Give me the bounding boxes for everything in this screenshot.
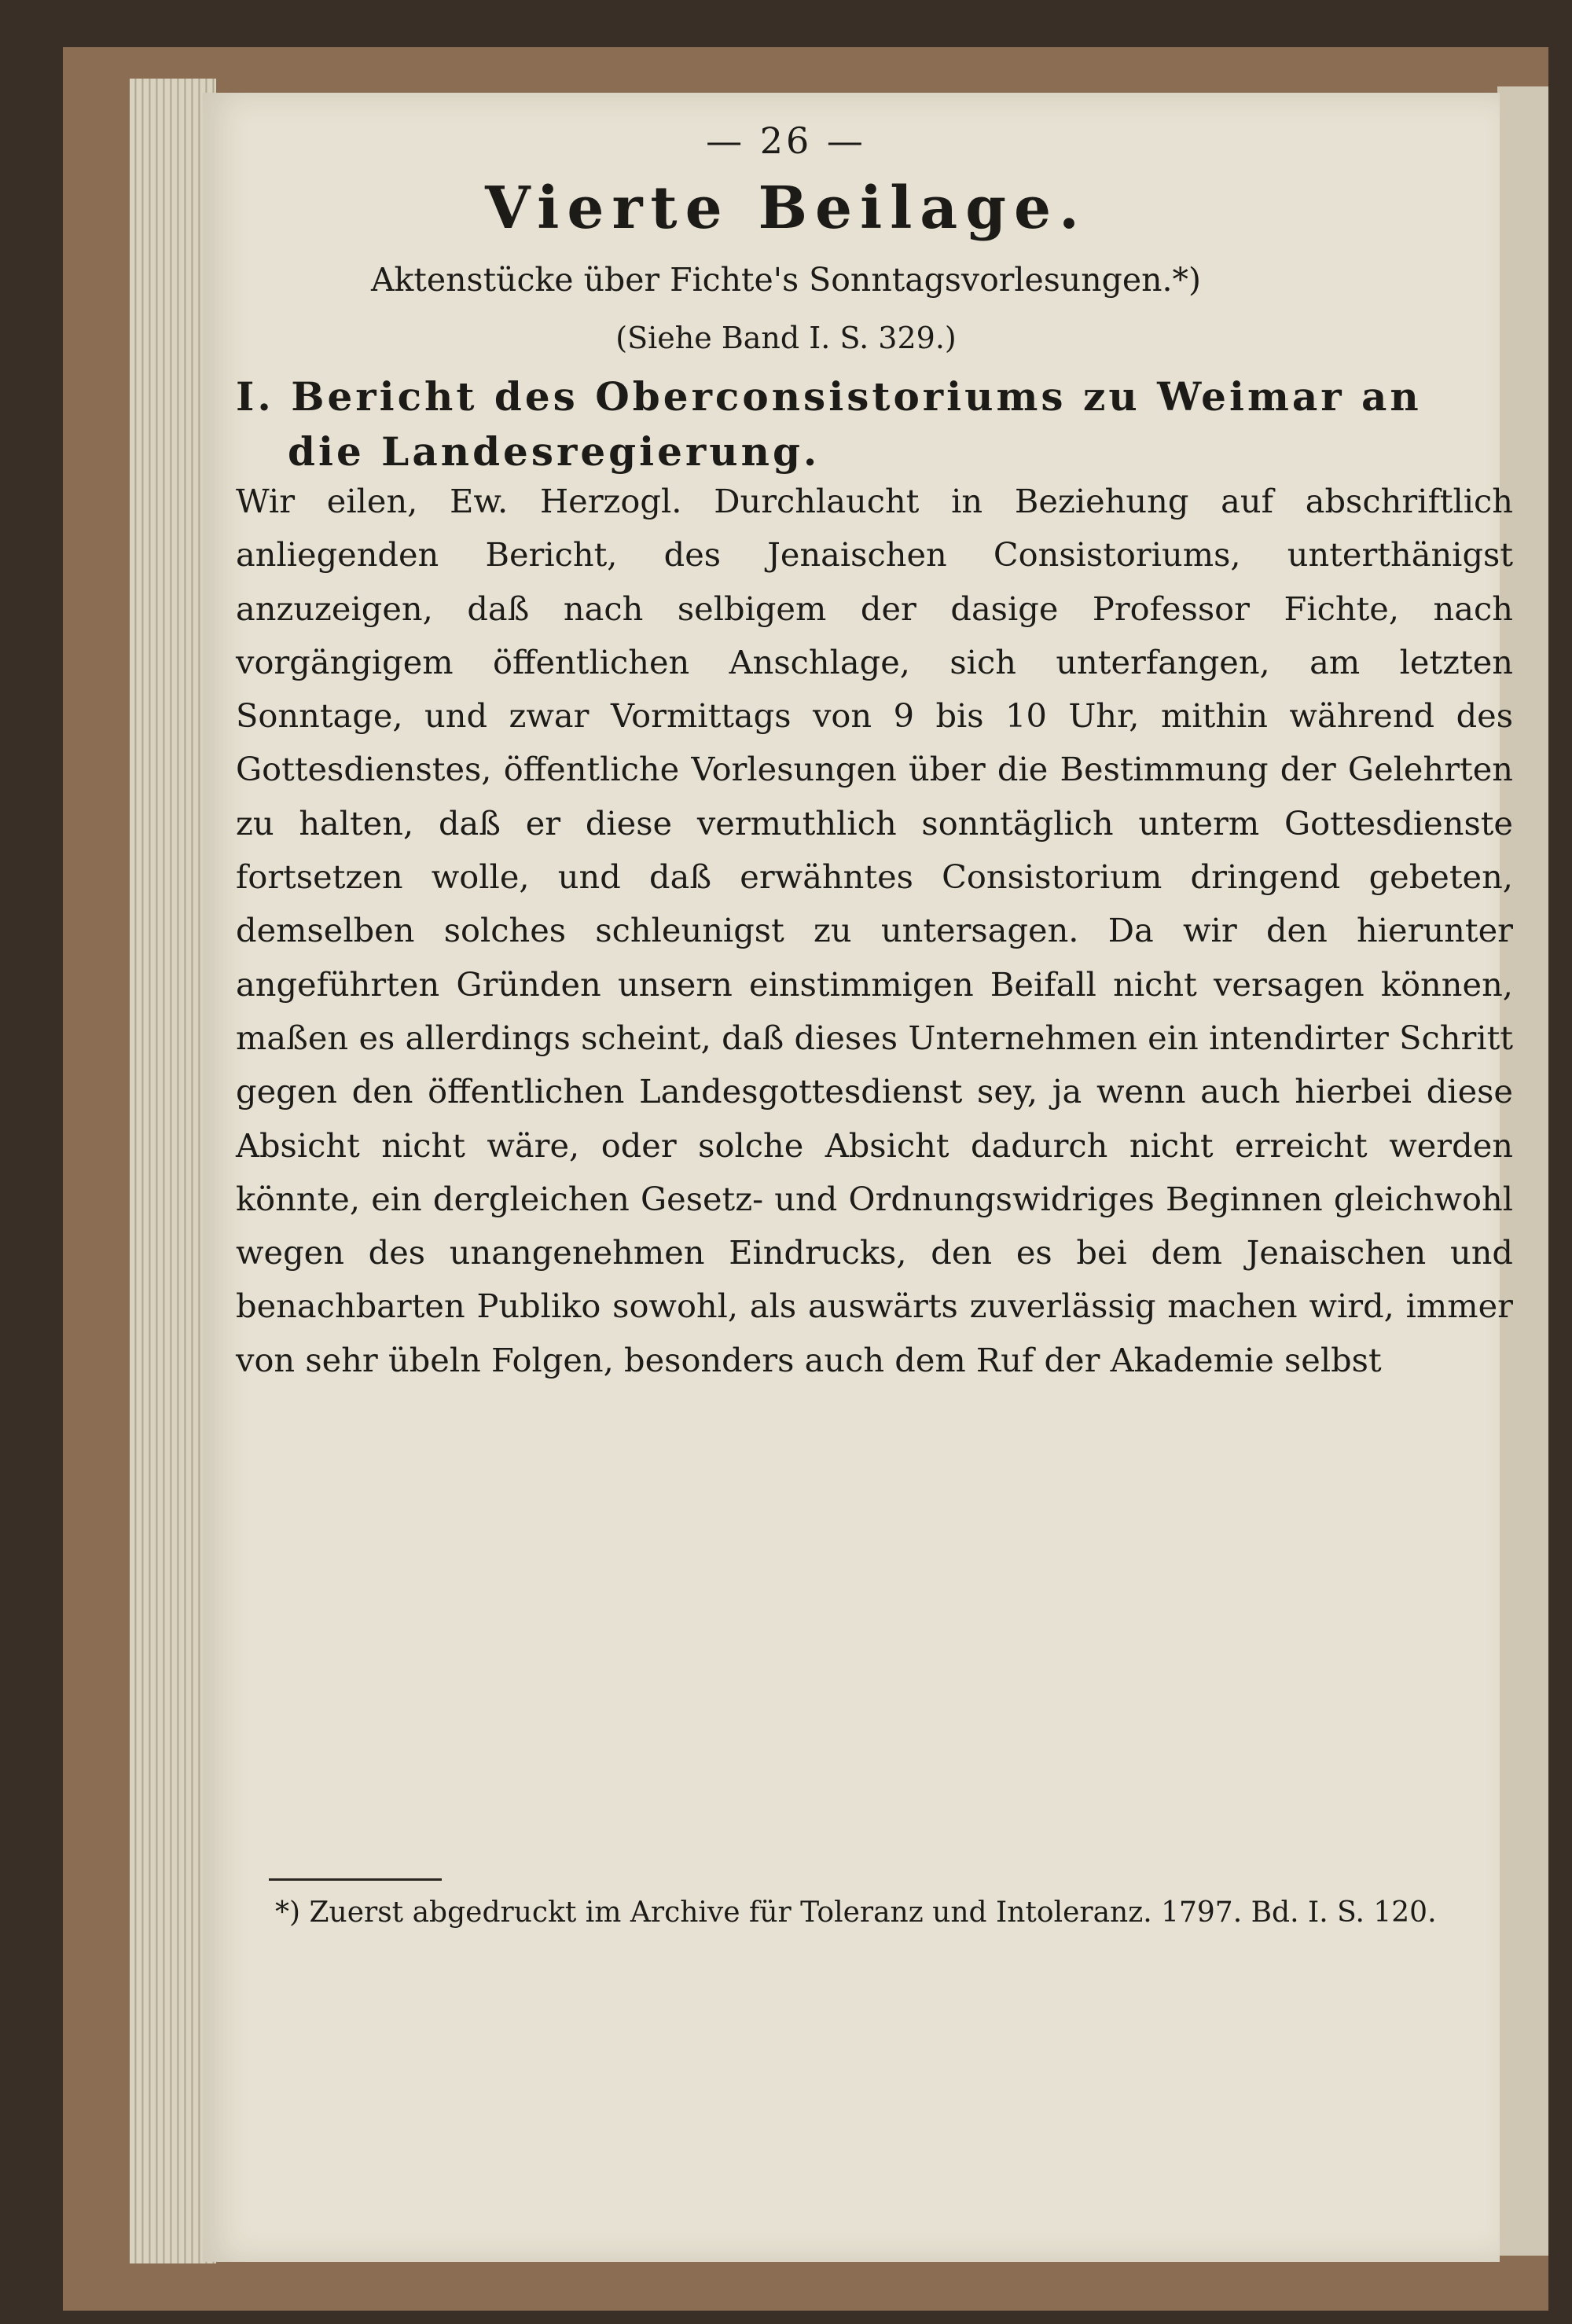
page-title: Vierte Beilage. bbox=[485, 174, 1087, 242]
page-subtitle: Aktenstücke über Fichte's Sonntagsvorlesungen.*) bbox=[370, 261, 1202, 299]
footnote-rule bbox=[269, 1878, 442, 1881]
section-heading: I. Bericht des Oberconsistoriums zu Weimar an die Landesregierung. bbox=[236, 373, 1422, 475]
footnote: *) Zuerst abgedruckt im Archive für Toleranz und Intoleranz. 1797. Bd. I. S. 120. bbox=[275, 1896, 1437, 1929]
page-number: — 26 — bbox=[706, 119, 866, 162]
volume-reference: (Siehe Band I. S. 329.) bbox=[615, 321, 957, 355]
body-paragraph: Wir eilen, Ew. Herzogl. Durchlaucht in Beziehung auf abschriftlich anliegenden Bericht, des Jenaischen Consistoriums, unterthänigst anzuzeigen, daß nach selbigem der dasige Professor Fichte, nach vorgängigem öffentlichen Anschlage, sich unterfangen, am letzten Sonntage, und zwar Vormittags von 9 bis 10 Uhr, mithin während des Gottesdienstes, öffentliche Vorlesungen über die Bestimmung der Gelehrten zu halten, daß er diese vermuthlich sonntäglich unterm Gottesdienste fortsetzen wolle, und daß erwähntes Consistorium dringend gebeten, demselben solches schleunigst zu untersagen. Da wir den hierunter angeführten Gründen unsern einstimmigen Beifall nicht versagen können, maßen es allerdings scheint, daß dieses Unternehmen ein intendirter Schritt gegen den öffentlichen Landesgottesdienst sey, ja wenn auch hierbei diese Absicht nicht wäre, oder solche Absicht dadurch nicht erreicht werden könnte, ein dergleichen Gesetz- und Ordnungswidriges Beginnen gleichwohl wegen des unangenehmen Eindrucks, den es bei dem Jenaischen und benachbarten Publiko sowohl, als auswärts zuverlässig machen wird, immer von sehr übeln Folgen, besonders auch dem Ruf der Akademie selbst bbox=[236, 482, 1513, 1379]
